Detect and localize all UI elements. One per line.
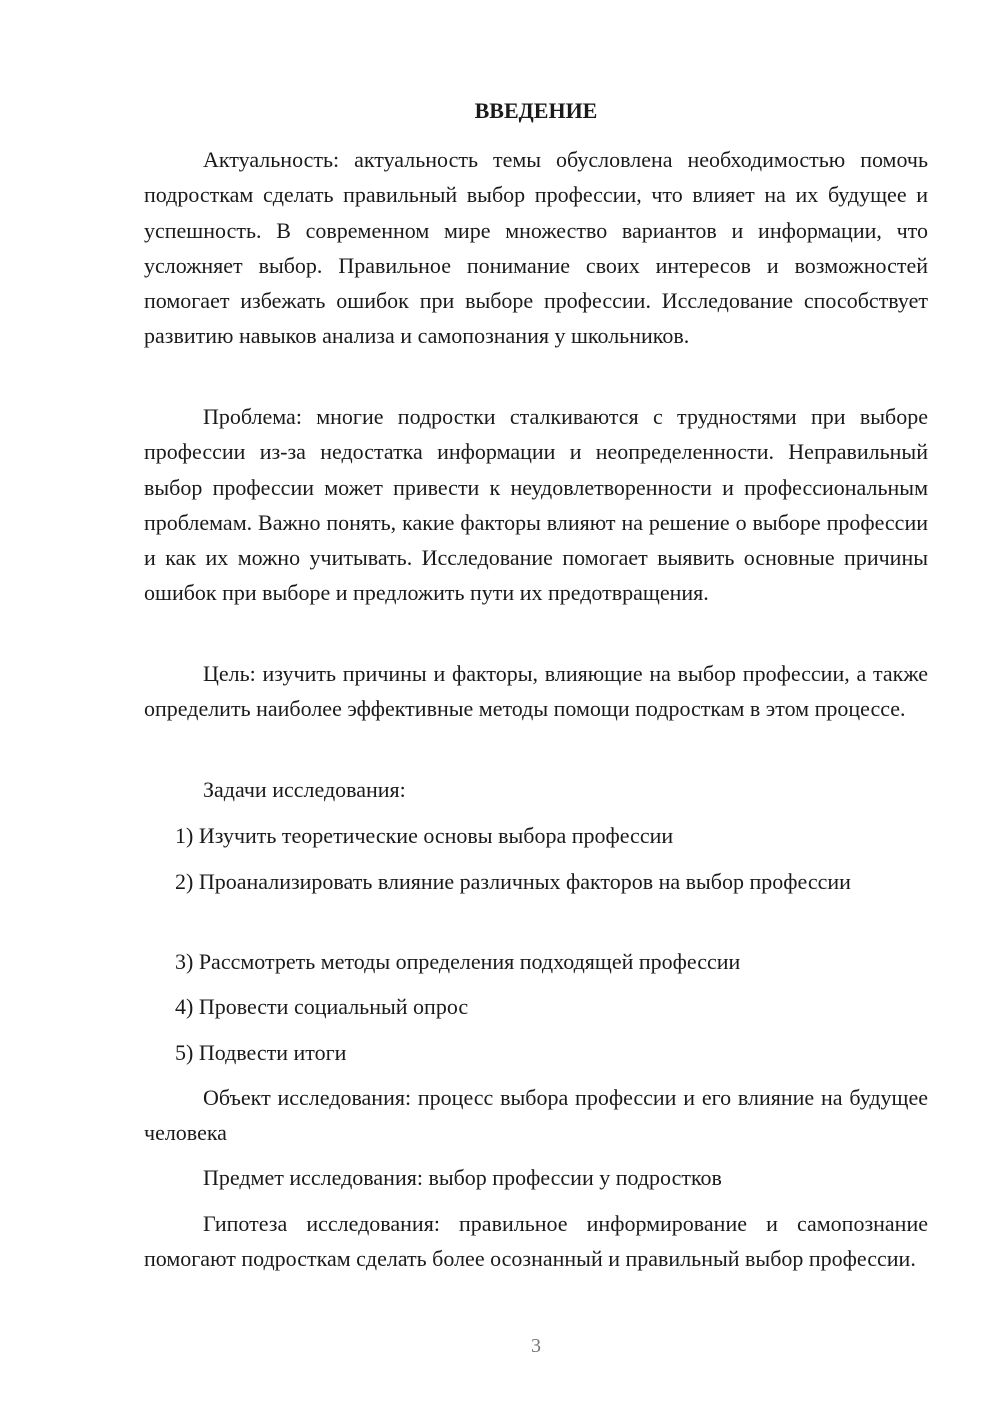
- object-paragraph: Объект исследования: процесс выбора профессии и его влияние на будущее человека: [144, 1085, 928, 1146]
- task-item: 1) Изучить теоретические основы выбора профессии: [175, 823, 674, 848]
- task-item: 3) Рассмотреть методы определения подходящей профессии: [175, 949, 741, 974]
- tasks-heading: Задачи исследования:: [203, 777, 406, 802]
- page-number: 3: [531, 1335, 541, 1357]
- subject-paragraph: Предмет исследования: выбор профессии у подростков: [203, 1165, 722, 1190]
- task-item: 5) Подвести итоги: [175, 1040, 347, 1065]
- task-item: 4) Провести социальный опрос: [175, 994, 469, 1019]
- task-item: 2) Проанализировать влияние различных факторов на выбор профессии: [175, 869, 851, 894]
- relevance-paragraph: Актуальность: актуальность темы обусловлена необходимостью помочь подросткам сделать правильный выбор профессии, что влияет на их будущее и успешность. В современном мире множество вариантов и информации, что усложняет выбор. Правильное понимание своих интересов и возможностей помогает избежать ошибок при выборе профессии. Исследование способствует развитию навыков анализа и самопознания у школьников.: [144, 147, 928, 349]
- hypothesis-paragraph: Гипотеза исследования: правильное информирование и самопознание помогают подросткам сделать более осознанный и правильный выбор профессии.: [144, 1211, 928, 1272]
- goal-paragraph: Цель: изучить причины и факторы, влияющие на выбор профессии, а также определить наиболее эффективные методы помощи подросткам в этом процессе.: [144, 661, 928, 722]
- problem-paragraph: Проблема: многие подростки сталкиваются с трудностями при выборе профессии из-за недостатка информации и неопределенности. Неправильный выбор профессии может привести к неудовлетворенности и профессиональным проблемам. Важно понять, какие факторы влияют на решение о выборе профессии и как их можно учитывать. Исследование помогает выявить основные причины ошибок при выборе и предложить пути их предотвращения.: [144, 404, 928, 606]
- page-title: ВВЕДЕНИЕ: [474, 98, 598, 123]
